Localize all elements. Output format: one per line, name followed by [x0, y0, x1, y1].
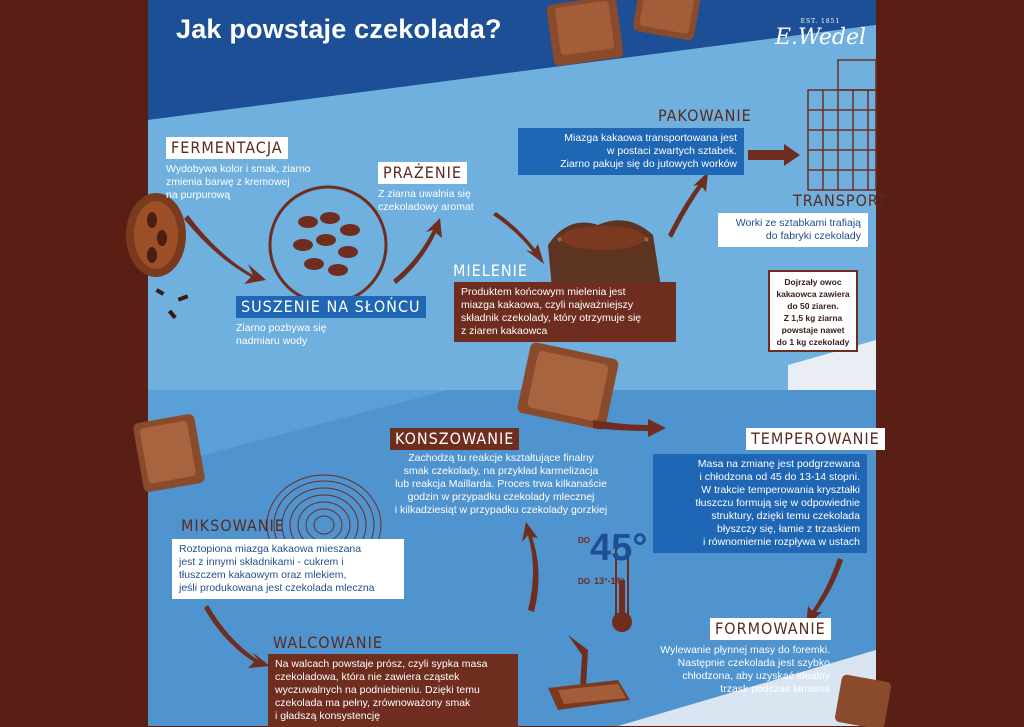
- step-transport-label: TRANSPORT: [793, 191, 888, 210]
- text-line: Z 1,5 kg ziarna: [783, 313, 843, 323]
- text-line: błyszczy się, łamie z trzaskiem: [717, 523, 860, 535]
- text-line: do 50 ziaren.: [787, 301, 839, 311]
- step-suszenie-label: SUSZENIE NA SŁOŃCU: [236, 296, 426, 318]
- text-line: jest z innymi składnikami - cukrem i: [179, 556, 344, 568]
- fact-box: [768, 270, 858, 352]
- text-line: Miazga kakaowa transportowana jest: [564, 132, 737, 144]
- step-walcowanie-label: WALCOWANIE: [273, 633, 383, 652]
- step-walcowanie-text: [268, 654, 518, 727]
- step-formowanie-text: [618, 644, 830, 696]
- text-line: W trakcie temperowania kryształki: [701, 484, 860, 496]
- text-line: godzin w przypadku czekolady mlecznej: [407, 491, 595, 503]
- text-line: Produktem końcowym mielenia jest: [461, 286, 626, 298]
- thermo-do-top: DO: [578, 536, 590, 545]
- text-line: kakaowca zawiera: [776, 289, 850, 299]
- text-line: do fabryki czekolady: [765, 230, 861, 242]
- thermo-big: 45°: [590, 527, 648, 569]
- text-line: i kilkadziesiąt w przypadku czekolady gorzkiej: [394, 504, 608, 516]
- text-line: wyczuwalnych na podniebieniu. Dzięki temu: [275, 684, 480, 696]
- step-temperowanie-text: [653, 454, 867, 553]
- text-line: lub reakcja Maillarda. Proces trwa kilkanaście: [395, 478, 607, 490]
- text-line: Masa na zmianę jest podgrzewana: [697, 458, 860, 470]
- text-line: Następnie czekolada jest szybko: [677, 657, 830, 669]
- text-line: nadmiaru wody: [236, 335, 308, 347]
- chocolate-piece-icon: [516, 341, 619, 430]
- text-line: do 1 kg czekolady: [776, 337, 850, 347]
- text-line: Roztopiona miazga kakaowa mieszana: [179, 543, 362, 555]
- text-line: powstaje nawet: [781, 325, 845, 335]
- text-line: Ziarno pakuje się do jutowych worków: [560, 158, 737, 170]
- factory-building-icon: [808, 60, 876, 190]
- step-pakowanie-text: [518, 128, 744, 175]
- text-line: chłodzona, aby uzyskać idealny: [682, 670, 830, 682]
- text-line: z ziaren kakaowca: [461, 325, 548, 337]
- brand-since: EST. 1851: [800, 18, 841, 25]
- text-line: struktury, dzięki temu czekolada: [711, 510, 860, 522]
- text-line: i chłodzona od 45 do 13-14 stopni.: [699, 471, 860, 483]
- step-prazenie-label: PRAŻENIE: [378, 162, 467, 184]
- brand-name: E.Wedel: [774, 25, 866, 50]
- step-transport-text: [718, 213, 868, 247]
- text-line: tłuszczu formują się w odpowiednie: [695, 497, 860, 509]
- step-fermentacja-text: [166, 163, 311, 202]
- step-konszowanie-label: KONSZOWANIE: [390, 428, 519, 450]
- step-temperowanie-label: TEMPEROWANIE: [746, 428, 885, 450]
- step-mielenie-label: MIELENIE: [453, 261, 528, 280]
- chocolate-piece-icon: [132, 413, 205, 493]
- text-line: smak czekolady, na przykład karmelizacja: [403, 465, 599, 477]
- step-mielenie-text: [454, 282, 676, 342]
- text-line: jeśli produkowana jest czekolada mleczna: [179, 582, 375, 594]
- text-line: Ziarno pozbywa się: [236, 322, 327, 334]
- thermo-do-bottom: DO: [578, 577, 590, 586]
- text-line: miazga kakaowa, czyli najważniejszy: [461, 299, 634, 311]
- text-line: Dojrzały owoc: [784, 277, 842, 287]
- text-line: Zachodzą tu reakcje kształtujące finalny: [408, 452, 594, 464]
- infographic: [148, 0, 888, 726]
- text-line: składnik czekolady, który otrzymuje się: [461, 312, 642, 324]
- step-prazenie-text: [378, 188, 474, 214]
- chocolate-piece-icon: [546, 0, 702, 67]
- text-line: tłuszczem kakaowym oraz mlekiem,: [179, 569, 347, 581]
- step-formowanie-label: FORMOWANIE: [710, 618, 831, 640]
- step-konszowanie-text: [366, 452, 636, 517]
- step-miksowanie-label: MIKSOWANIE: [181, 516, 285, 535]
- step-suszenie-text: [236, 322, 326, 348]
- text-line: i równomiernie rozpływa w ustach: [703, 536, 860, 548]
- step-miksowanie-text: [172, 539, 404, 599]
- beans-circle-icon: [270, 187, 386, 303]
- chocolate-piece-icon: [834, 674, 892, 727]
- text-line: Z ziarna uwalnia się: [378, 188, 471, 200]
- text-line: w postaci zwartych sztabek.: [606, 145, 737, 157]
- text-line: trzask podczas łamania: [720, 683, 830, 695]
- cocoa-pod-icon: [126, 193, 188, 319]
- step-fermentacja-label: FERMENTACJA: [166, 137, 288, 159]
- text-line: Na walcach powstaje prósz, czyli sypka masa: [275, 658, 488, 670]
- text-line: czekoladowa, która nie zawiera cząstek: [275, 671, 460, 683]
- text-line: na purpurową: [166, 189, 231, 201]
- text-line: zmienia barwę z kremowej: [166, 176, 290, 188]
- text-line: i gładszą konsystencję: [275, 710, 381, 722]
- text-line: Wydobywa kolor i smak, ziarno: [166, 163, 311, 175]
- text-line: czekolada ma pełny, zrównoważony smak: [275, 697, 471, 709]
- thermo-range: 13°-14°: [594, 576, 625, 586]
- page-title: Jak powstaje czekolada?: [176, 14, 502, 44]
- text-line: Worki ze sztabkami trafiają: [735, 217, 861, 229]
- text-line: czekoladowy aromat: [378, 201, 474, 213]
- step-pakowanie-label: PAKOWANIE: [658, 106, 752, 125]
- text-line: Wylewanie płynnej masy do foremki.: [660, 644, 830, 656]
